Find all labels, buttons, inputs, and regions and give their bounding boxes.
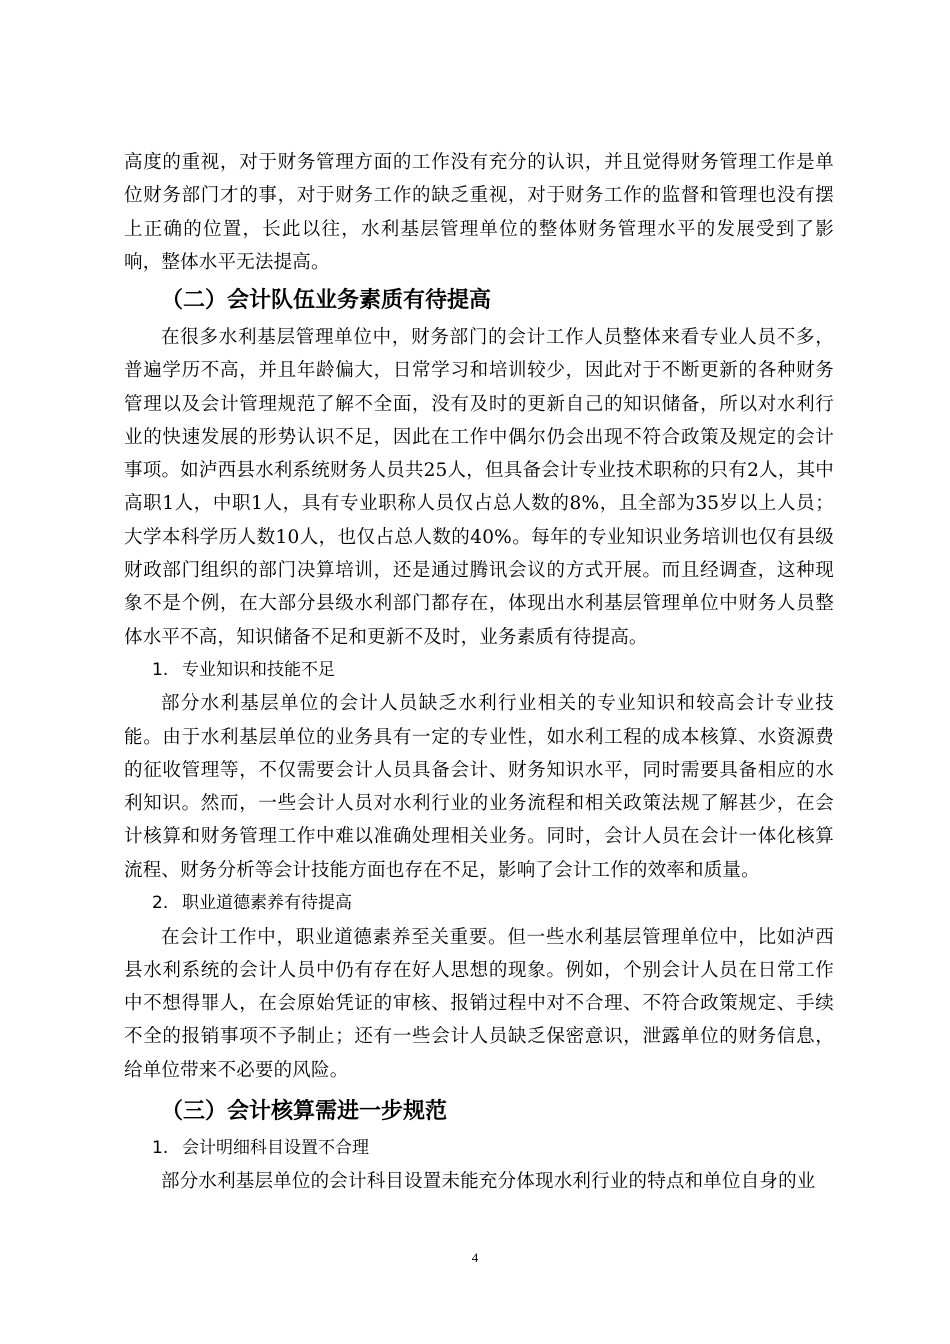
subsection-number: 2. <box>152 893 169 914</box>
paragraph-ethics: 在会计工作中，职业道德素养至关重要。但一些水利基层管理单位中，比如泸西县水利系统的会计人员中仍有存在好人思想的现象。例如，个别会计人员在日常工作中不想得罪人，在会原始凭证的审核、报销过程中对不合理、不符合政策规定、手续不全的报销事项不予制止；还有一些会计人员缺乏保密意识，泄露单位的财务信息，给单位带来不必要的风险。 <box>124 926 834 1081</box>
subsection-title: 专业知识和技能不足 <box>182 660 335 680</box>
subsection-heading-3-1 <box>124 1132 834 1165</box>
subsection-number: 1. <box>152 1137 169 1158</box>
subsection-title: 职业道德素养有待提高 <box>182 893 352 914</box>
section-heading-3: （三）会计核算需进一步规范 <box>161 1098 448 1124</box>
section-heading-2: （二）会计队伍业务素质有待提高 <box>161 288 492 313</box>
subsection-number: 1. <box>152 660 169 680</box>
paragraph-skills: 部分水利基层单位的会计人员缺乏水利行业相关的专业知识和较高会计专业技能。由于水利基层单位的业务具有一定的专业性，如水利工程的成本核算、水资源费的征收管理等，不仅需要会计人员具备会计、财务知识水平，同时需要具备相应的水利知识。然而，一些会计人员对水利行业的业务流程和相关政策法规了解甚少，在会计核算和财务管理工作中难以准确处理相关业务。同时，会计人员在会计一体化核算流程、财务分析等会计技能方面也存在不足，影响了会计工作的效率和质量。 <box>124 693 834 881</box>
page-body <box>124 146 834 1198</box>
subsection-heading-2-2 <box>124 887 834 920</box>
paragraph-staff-overview: 在很多水利基层管理单位中，财务部门的会计工作人员整体来看专业人员不多，普遍学历不高，并且年龄偏大，日常学习和培训较少，因此对于不断更新的各种财务管理以及会计管理规范了解不全面，没有及时的更新自己的知识储备，所以对水利行业的快速发展的形势认识不足，因此在工作中偶尔仍会出现不符合政策及规定的会计事项。如泸西县水利系统财务人员共25人，但具备会计专业技术职称的只有2人，其中高职1人，中职1人，具有专业职称人员仅占总人数的8%，且全部为35岁以上人员；大学本科学历人数10人，也仅占总人数的40%。每年的专业知识业务培训也仅有县级财政部门组织的部门决算培训，还是通过腾讯会议的方式开展。而且经调查，这种现象不是个例，在大部分县级水利部门都存在，体现出水利基层管理单位中财务人员整体水平不高，知识储备不足和更新不及时，业务素质有待提高。 <box>124 327 834 648</box>
paragraph-accounts: 部分水利基层单位的会计科目设置未能充分体现水利行业的特点和单位自身的业 <box>161 1170 816 1192</box>
page-number: 4 <box>471 1250 479 1265</box>
paragraph-continued: 高度的重视，对于财务管理方面的工作没有充分的认识，并且觉得财务管理工作是单位财务部门才的事，对于财务工作的缺乏重视，对于财务工作的监督和管理也没有摆上正确的位置，长此以往，水利基层管理单位的整体财务管理水平的发展受到了影响，整体水平无法提高。 <box>124 152 834 273</box>
subsection-title: 会计明细科目设置不合理 <box>182 1137 369 1158</box>
subsection-heading-2-1 <box>124 654 834 687</box>
